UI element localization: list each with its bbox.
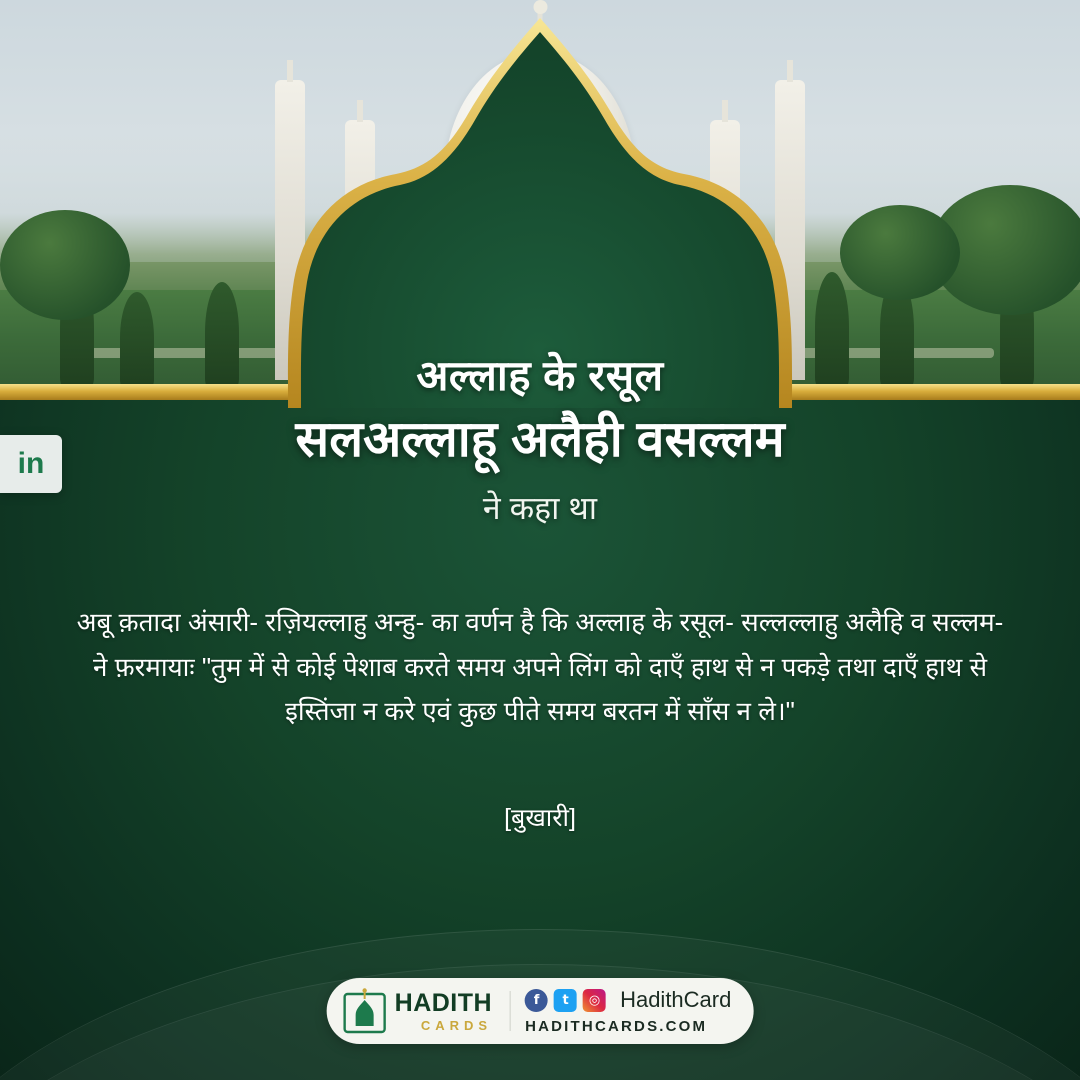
- website-url[interactable]: HADITHCARDS.COM: [525, 1018, 708, 1035]
- social-handle: HadithCard: [620, 987, 732, 1012]
- linkedin-share-badge[interactable]: [0, 435, 62, 493]
- facebook-icon[interactable]: f: [525, 989, 548, 1012]
- hadith-text: अबू क़तादा अंसारी- रज़ियल्लाहु अन्हु- का वर्णन है कि अल्लाह के रसूल- सल्लल्लाहु अलैहि व सल्लम- ने फ़रमायाः "तुम में से कोई पेशाब करते समय अपने लिंग को दाएँ हाथ से न पकड़े तथा दाएँ हाथ से इस्तिंजा न करे एवं कुछ पीते समय बरतन में साँस न ले।": [76, 607, 1004, 727]
- footer-brand-pill: [327, 978, 754, 1044]
- social-block: [525, 987, 731, 1035]
- title-line-1: अल्लाह के रसूल: [416, 352, 664, 399]
- title-block: [0, 350, 1080, 529]
- hadith-reference: [बुखारी]: [504, 804, 576, 832]
- social-row: [525, 987, 731, 1013]
- brand-subtitle: CARDS: [420, 1017, 493, 1033]
- footer-divider: [510, 991, 511, 1031]
- mosque-icon: [343, 988, 387, 1034]
- title-line-2: सलअल्लाहू अलैही वसल्लम: [295, 410, 785, 467]
- instagram-icon[interactable]: ◎: [583, 989, 606, 1012]
- twitter-icon[interactable]: t: [554, 989, 577, 1012]
- title-line-3: ने कहा था: [482, 489, 598, 526]
- brand-text: [394, 988, 493, 1033]
- brand-name: HADITH: [394, 988, 493, 1017]
- linkedin-icon: in: [17, 447, 45, 480]
